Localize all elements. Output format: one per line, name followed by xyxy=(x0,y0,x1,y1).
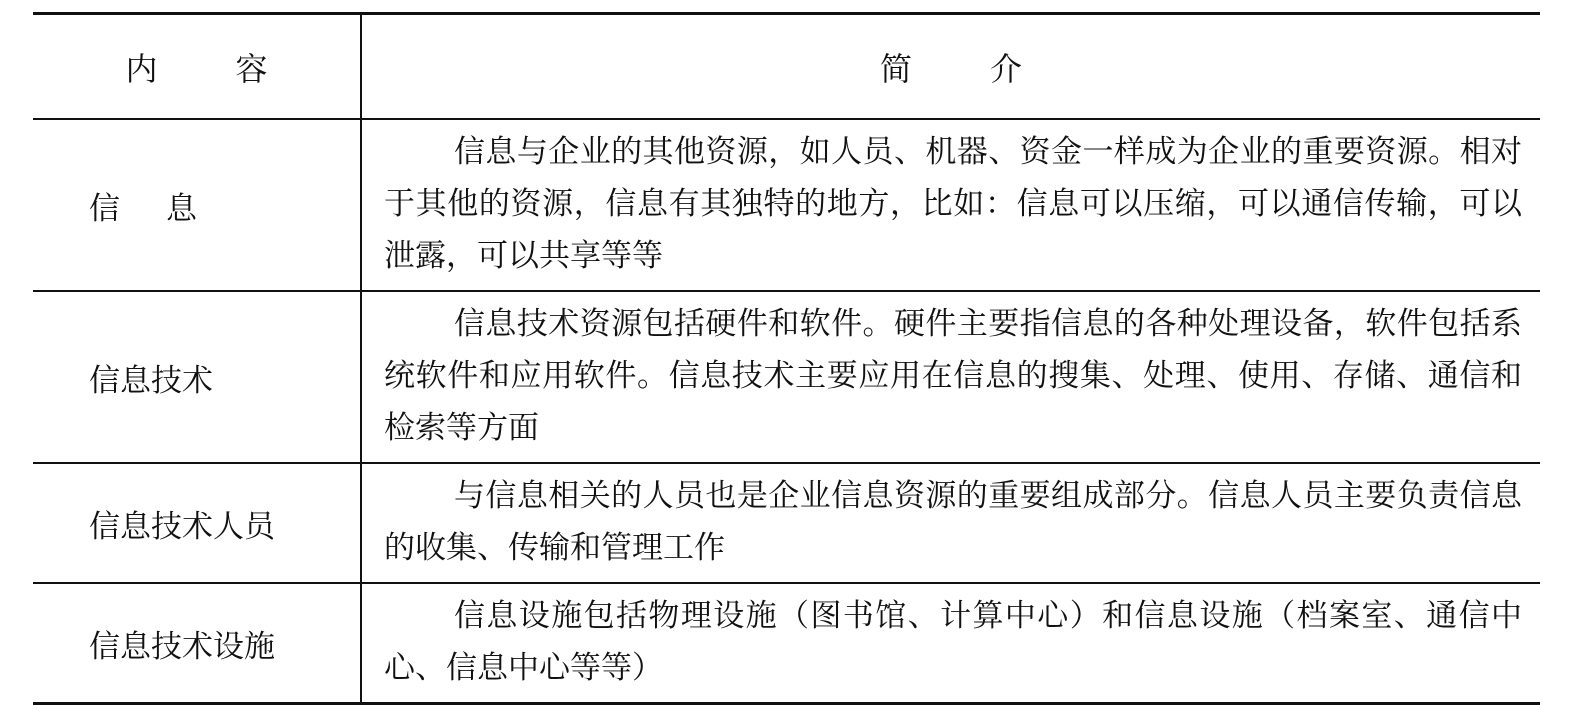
header-summary xyxy=(361,14,1540,120)
header-summary-char: 介 xyxy=(990,49,1023,88)
row-description: 信息与企业的其他资源，如人员、机器、资金一样成为企业的重要资源。相对于其他的资源，信息有其独特的地方，比如：信息可以压缩，可以通信传输，可以泄露，可以共享等等 xyxy=(361,119,1540,291)
table-row xyxy=(33,119,1540,291)
resource-table xyxy=(33,12,1540,705)
header-content-char: 容 xyxy=(235,49,268,88)
row-description: 信息设施包括物理设施（图书馆、计算中心）和信息设施（档案室、通信中心、信息中心等等） xyxy=(384,598,1522,686)
row-label: 信息技术设施 xyxy=(33,583,361,704)
row-label xyxy=(33,119,361,291)
row-description: 与信息相关的人员也是企业信息资源的重要组成部分。信息人员主要负责信息的收集、传输和管理工作 xyxy=(361,463,1540,583)
row-label-char: 息 xyxy=(166,190,197,227)
table-row xyxy=(33,463,1540,583)
table-row xyxy=(33,583,1540,704)
row-label: 信息技术 xyxy=(33,291,361,463)
header-content xyxy=(33,14,361,120)
row-label: 信息技术人员 xyxy=(33,463,361,583)
header-content-char: 内 xyxy=(125,49,158,88)
table-row xyxy=(33,291,1540,463)
row-description: 信息技术资源包括硬件和软件。硬件主要指信息的各种处理设备，软件包括系统软件和应用软件。信息技术主要应用在信息的搜集、处理、使用、存储、通信和检索等方面 xyxy=(361,291,1540,463)
row-label-char: 信 xyxy=(89,190,120,227)
header-summary-char: 简 xyxy=(879,49,912,88)
table-header-row xyxy=(33,14,1540,120)
